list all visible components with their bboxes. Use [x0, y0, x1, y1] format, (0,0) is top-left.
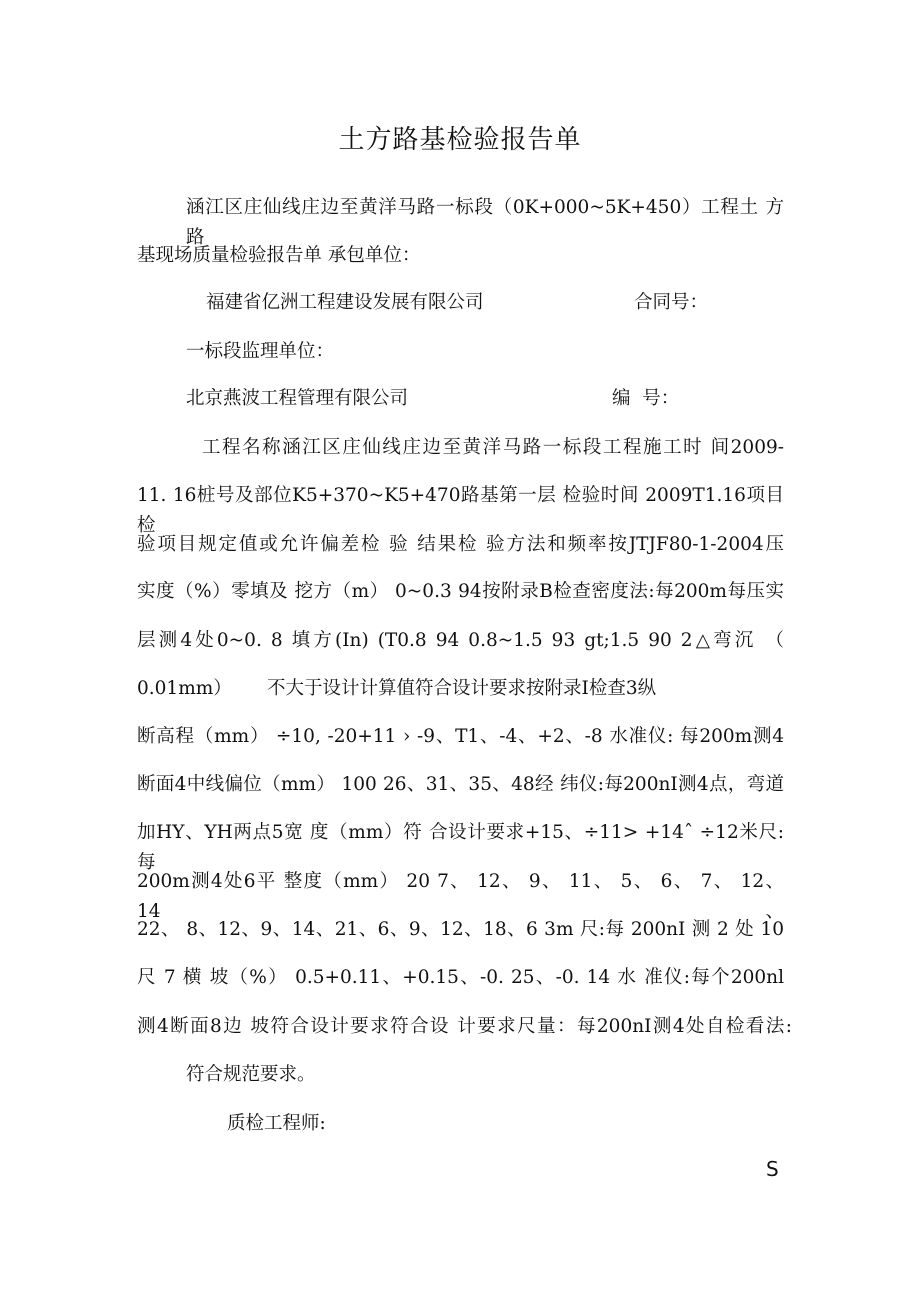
body-line-3: 验项目规定值或允许偏差检 验 结果检 验方法和频率按JTJF80-1-2004压 [137, 534, 784, 555]
supervision-label: 一标段监理单位： [186, 341, 335, 362]
serial-number-label: 编 号： [612, 388, 680, 409]
body-line-5: 层测4处0~0. 8 填方(In) (T0.8 94 0.8~1.5 93 gt;1.5 90 2△弯沉 （ [137, 630, 784, 651]
contractor-name: 福建省亿洲工程建设发展有限公司 [206, 292, 484, 313]
body-line-2: 11. 16桩号及部位K5+370~K5+470路基第一层 检验时间 2009T1.16项目检 [137, 485, 784, 536]
supervision-name: 北京燕波工程管理有限公司 [186, 388, 409, 409]
page-title: 土方路基检验报告单 [338, 125, 582, 155]
intro-line-1: 涵江区庄仙线庄边至黄洋马路一标段（0K+000~5K+450）工程土 方路 [186, 197, 784, 248]
contract-number-label: 合同号： [634, 292, 709, 313]
body-line-13: 测4断面8边 坡符合设计要求符合设 计要求尺量：每200nI测4处自检看法: [137, 1016, 792, 1037]
inspector-label: 质检工程师: [227, 1113, 326, 1134]
corner-mark: S [766, 1157, 779, 1181]
body-line-12: 尺 7 横 坡（%） 0.5+0.11、+0.15、-0. 25、-0. 14 水 准仪:每个200nl [137, 967, 784, 988]
body-line-9: 加HY、YH两点5宽 度（mm）符 合设计要求+15、÷11> +14ˆ ÷12米尺:每 [137, 822, 784, 873]
body-line-11: 22、 8、12、9、14、21、6、9、12、18、6 3m 尺:每 200nI 测 2 处 10 [137, 919, 784, 940]
body-line-8: 断面4中线偏位（mm） 100 26、31、35、48经 纬仪:每200nI测4点，弯道 [137, 774, 784, 795]
body-line-1: 工程名称涵江区庄仙线庄边至黄洋马路一标段工程施工时 间2009- [202, 437, 784, 458]
body-line-6: 0.01mm） 不大于设计计算值符合设计要求按附录I检查3纵 [137, 678, 657, 699]
body-line-10: 200m测4处6平 整度（mm） 20 7、 12、 9、 11、 5、 6、 7、 12、 14、 [137, 871, 784, 922]
intro-line-2: 基现场质量检验报告单 承包单位： [137, 245, 421, 266]
body-line-7: 断高程（mm） ÷10, -20+11 › -9、T1、-4、+2、-8 水准仪: 每200m测4 [137, 726, 784, 747]
body-line-4: 实度（%）零填及 挖方（m） 0~0.3 94按附录B检查密度法:每200m每压实 [137, 581, 784, 602]
conclusion: 符合规范要求。 [186, 1064, 316, 1085]
